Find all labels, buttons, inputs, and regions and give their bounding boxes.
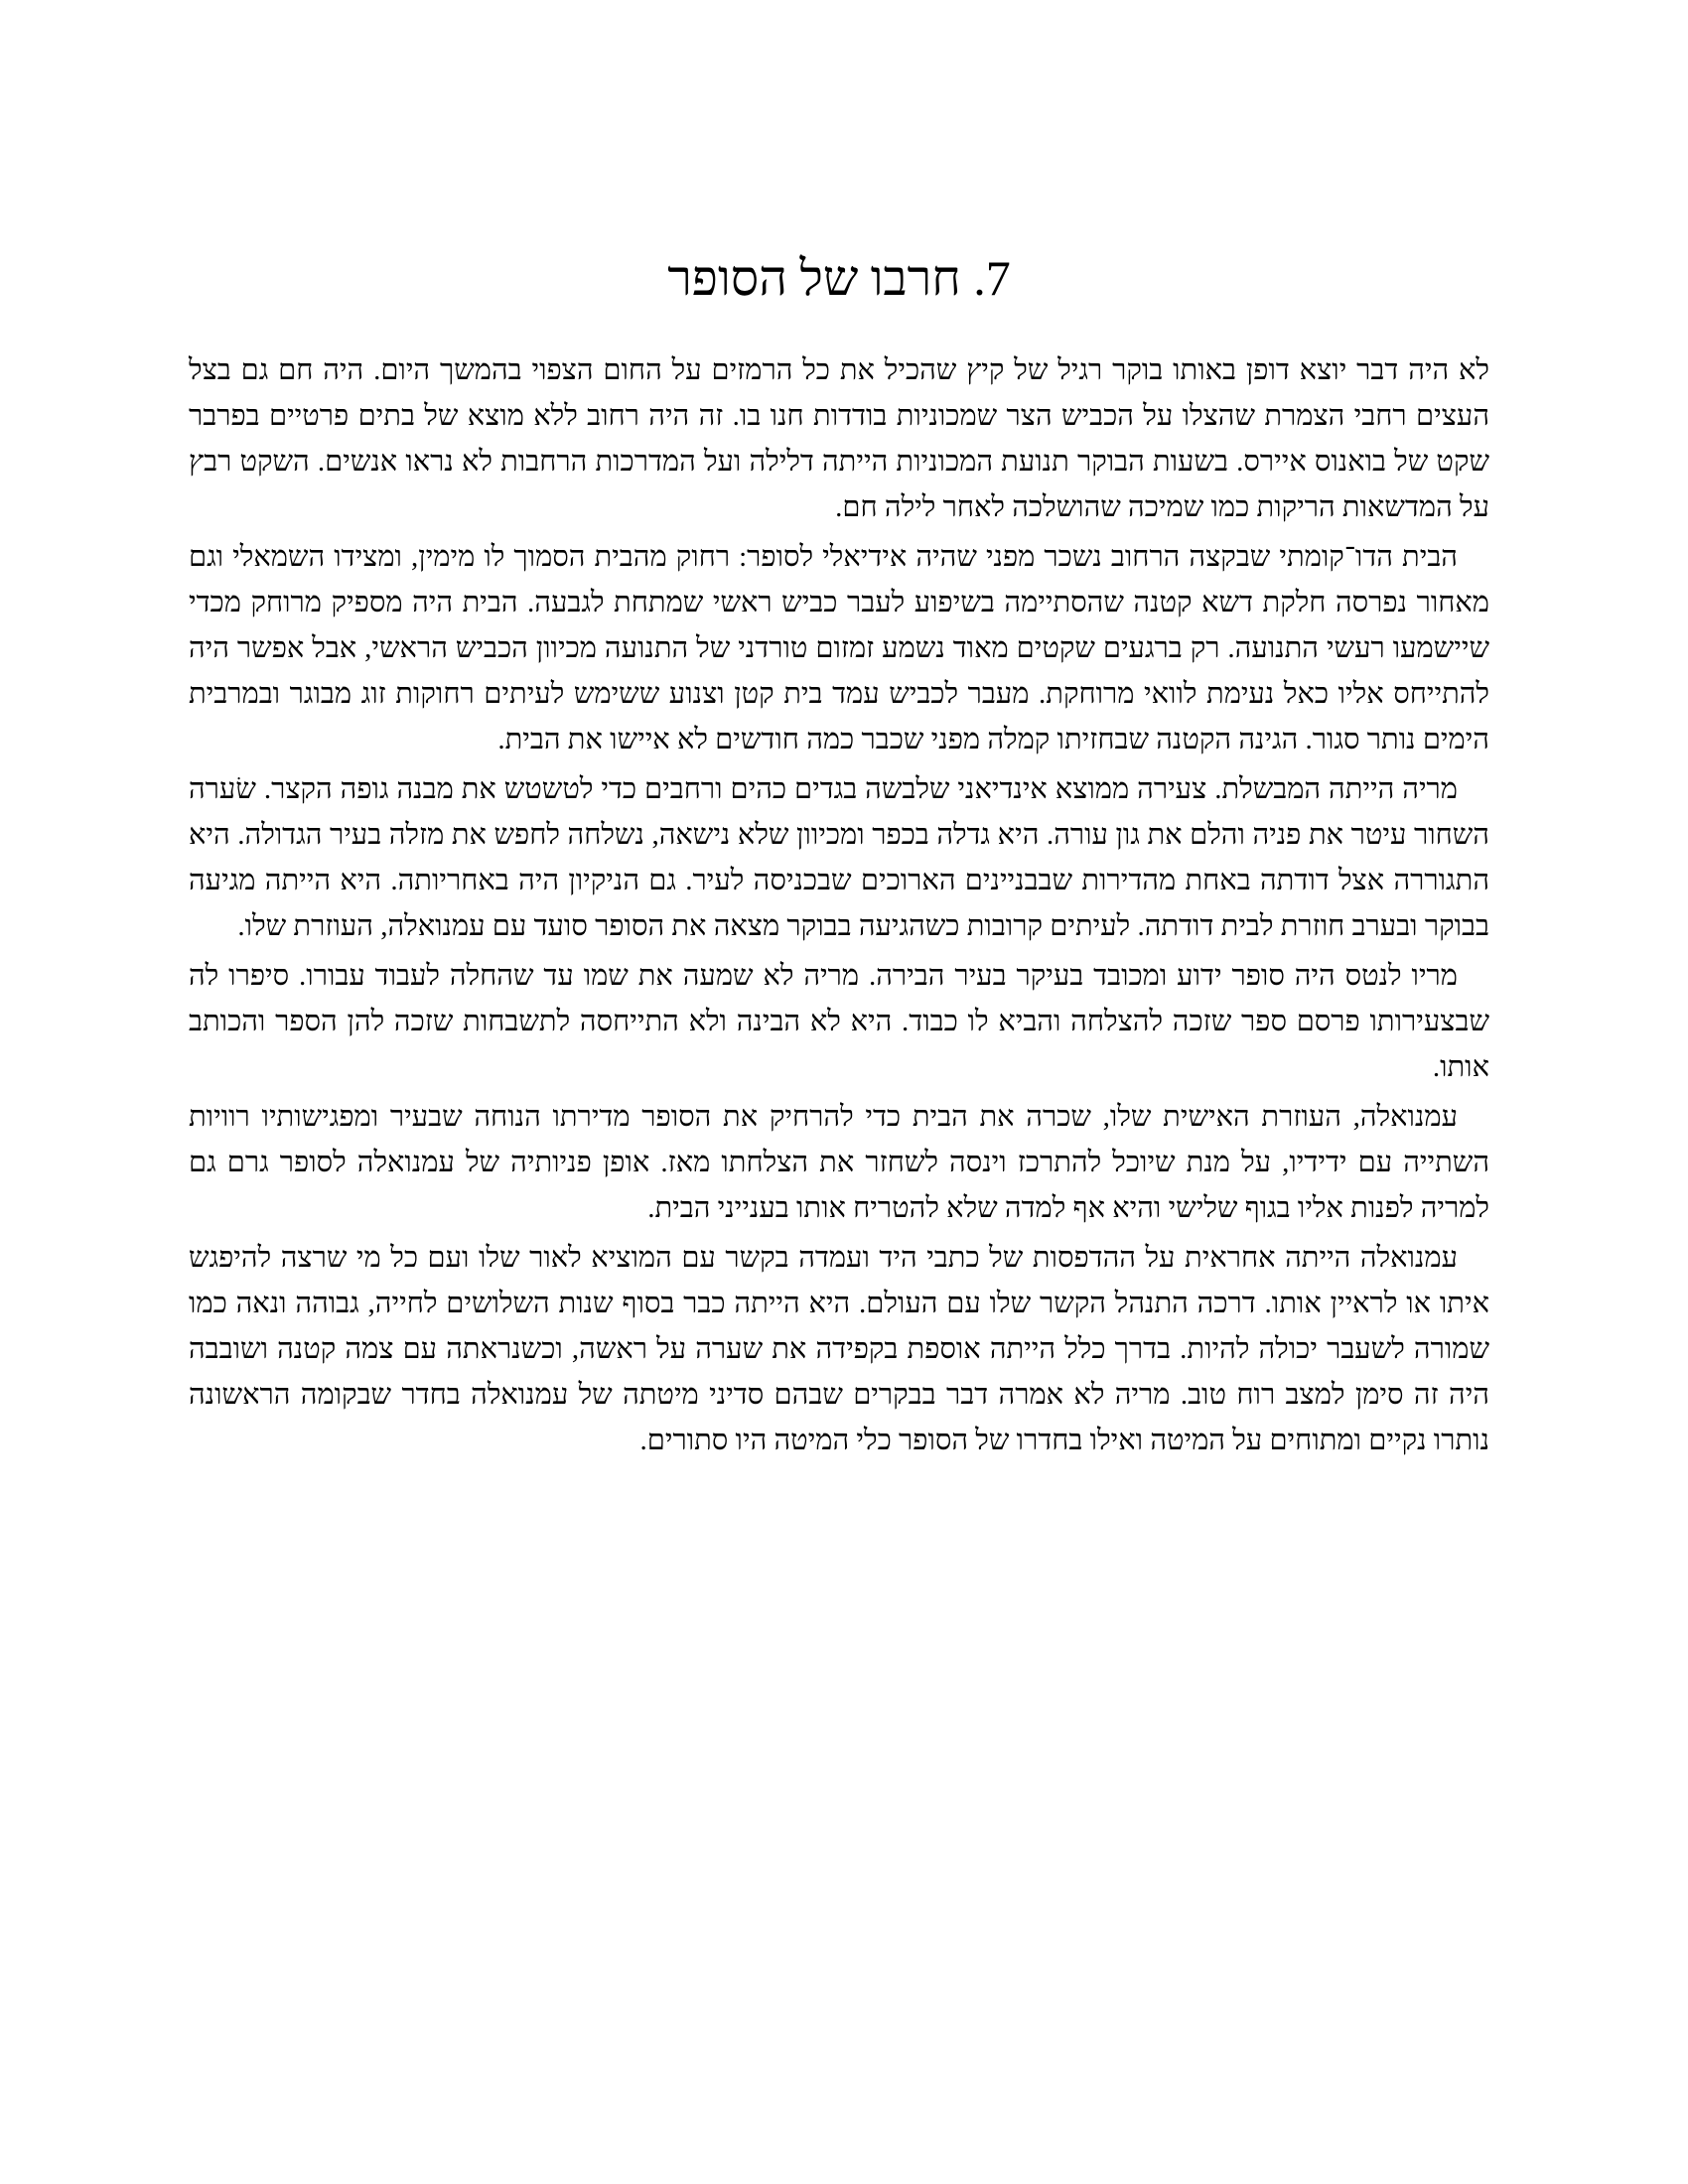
- body-paragraph-4: מריו לנטס היה סופר ידוע ומכובד בעיקר בעיר הבירה. מריה לא שמעה את שמו עד שהחלה לעבוד עבורו. סיפרו לה שבצעירותו פרסם ספר שזכה להצלחה והביא לו כבוד. היא לא הבינה ולא התייחסה לתשבחות שזכה להן הספר והכותב אותו.: [189, 960, 1489, 1083]
- body-paragraph-6: עמנואלה הייתה אחראית על ההדפסות של כתבי היד ועמדה בקשר עם המוציא לאור שלו ועם כל מי שרצה להיפגש איתו או לראיין אותו. דרכה התנהל הקשר שלו עם העולם. היא הייתה כבר בסוף שנות השלושים לחייה, גבוהה ונאה כמו שמורה לשעבר יכולה להיות. בדרך כלל הייתה אוספת בקפידה את שערה על ראשה, וכשנראתה עם צמה קטנה ושובבה היה זה סימן למצב רוח טוב. מריה לא אמרה דבר בבקרים שבהם סדיני מיטתה של עמנואלה בחדר שבקומה הראשונה נותרו נקיים ומתוחים על המיטה ואילו בחדרו של הסופר כלי המיטה היו סתורים.: [189, 1242, 1489, 1456]
- body-paragraph-2: הבית הדו־קומתי שבקצה הרחוב נשכר מפני שהיה אידיאלי לסופר: רחוק מהבית הסמוך לו מימין, ומצידו השמאלי וגם מאחור נפרסה חלקת דשא קטנה שהסתיימה בשיפוע לעבר כביש ראשי שמתחת לגבעה. הבית היה מספיק מרוחק מכדי שיישמעו רעשי התנועה. רק ברגעים שקטים מאוד נשמע זמזום טורדני של התנועה מכיוון הכביש הראשי, אבל אפשר היה להתייחס אליו כאל נעימת לוואי מרוחקת. מעבר לכביש עמד בית קטן וצנוע ששימש לעיתים רחוקות זוג מבוגר ובמרבית הימים נותר סגור. הגינה הקטנה שבחזיתו קמלה מפני שכבר כמה חודשים לא איישו את הבית.: [189, 541, 1489, 755]
- document-page: [189, 248, 1489, 2134]
- body-paragraph-1: לא היה דבר יוצא דופן באותו בוקר רגיל של קיץ שהכיל את כל הרמזים על החום הצפוי בהמשך היום. היה חם גם בצל העצים רחבי הצמרת שהצלו על הכביש הצר שמכוניות בודדות חנו בו. זה היה רחוב ללא מוצא של בתים פרטיים בפרבר שקט של בואנוס איירס. בשעות הבוקר תנועת המכוניות הייתה דלילה ועל המדרכות הרחבות לא נראו אנשים. השקט רבץ על המדשאות הריקות כמו שמיכה שהושלכה לאחר לילה חם.: [189, 354, 1489, 523]
- body-paragraph-5: עמנואלה, העוזרת האישית שלו, שכרה את הבית כדי להרחיק את הסופר מדירתו הנוחה שבעיר ומפגישותיו רוויות השתייה עם ידידיו, על מנת שיוכל להתרכז וינסה לשחזר את הצלחתו מאז. אופן פניותיה של עמנואלה לסופר גרם גם למריה לפנות אליו בגוף שלישי והיא אף למדה שלא להטריח אותו בענייני הבית.: [189, 1101, 1489, 1224]
- chapter-title: 7. חרבו של הסופר: [667, 250, 1011, 306]
- body-paragraph-3: מריה הייתה המבשלת. צעירה ממוצא אינדיאני שלבשה בגדים כהים ורחבים כדי לטשטש את מבנה גופה הקצר. שׂערה השחור עיטר את פניה והלם את גון עורה. היא גדלה בכפר ומכיוון שלא נישאה, נשלחה לחפש את מזלה בעיר הגדולה. היא התגוררה אצל דודתה באחת מהדירות שבבניינים הארוכים שבכניסה לעיר. גם הניקיון היה באחריותה. היא הייתה מגיעה בבוקר ובערב חוזרת לבית דודתה. לעיתים קרובות כשהגיעה בבוקר מצאה את הסופר סועד עם עמנואלה, העוזרת שלו.: [189, 773, 1489, 942]
